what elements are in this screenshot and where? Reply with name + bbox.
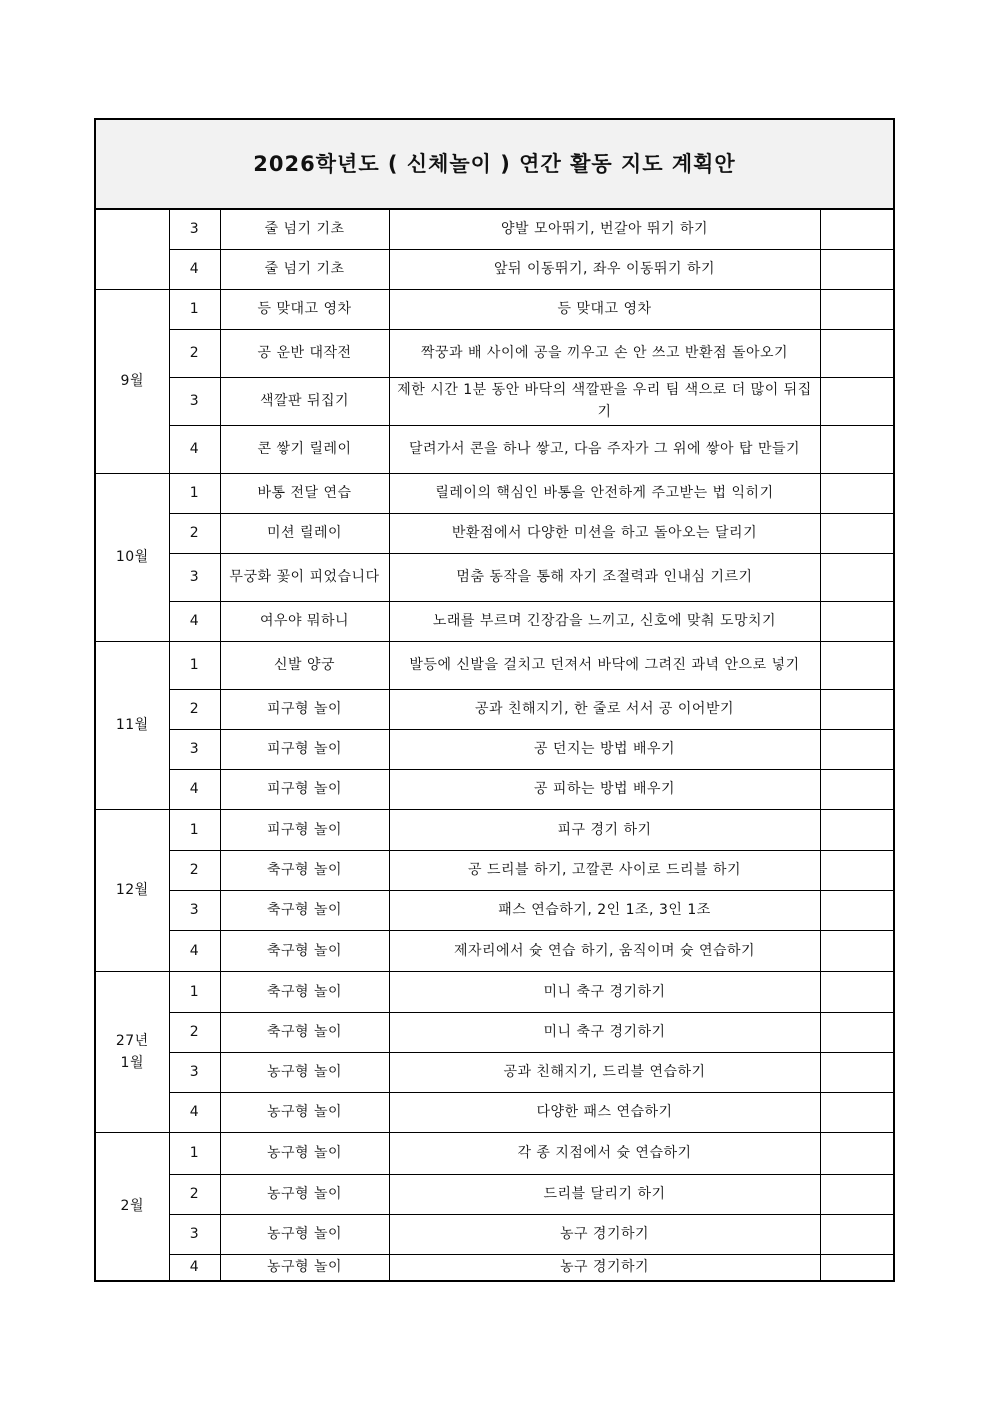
week-cell: 3 [169, 1214, 220, 1254]
note-cell [820, 513, 894, 553]
activity-name-cell: 피구형 놀이 [220, 769, 389, 809]
activity-name-cell: 축구형 놀이 [220, 930, 389, 971]
activity-description-cell: 드리블 달리기 하기 [389, 1174, 820, 1214]
note-cell [820, 209, 894, 249]
table-row [95, 1254, 894, 1281]
activity-name-cell: 축구형 놀이 [220, 850, 389, 890]
note-cell [820, 1052, 894, 1092]
table-row [95, 890, 894, 930]
week-cell: 4 [169, 601, 220, 641]
document-title: 2026학년도 ( 신체놀이 ) 연간 활동 지도 계획안 [95, 119, 894, 209]
activity-name-cell: 여우야 뭐하니 [220, 601, 389, 641]
note-cell [820, 930, 894, 971]
activity-description-cell: 농구 경기하기 [389, 1214, 820, 1254]
week-cell: 2 [169, 329, 220, 377]
activity-description-cell: 미니 축구 경기하기 [389, 971, 820, 1012]
note-cell [820, 1132, 894, 1174]
note-cell [820, 425, 894, 473]
table-row [95, 689, 894, 729]
activity-description-cell: 피구 경기 하기 [389, 809, 820, 850]
table-row [95, 249, 894, 289]
activity-name-cell: 축구형 놀이 [220, 971, 389, 1012]
note-cell [820, 249, 894, 289]
table-row [95, 769, 894, 809]
table-row [95, 553, 894, 601]
week-cell: 4 [169, 425, 220, 473]
week-cell: 4 [169, 249, 220, 289]
activity-description-cell: 공과 친해지기, 한 줄로 서서 공 이어받기 [389, 689, 820, 729]
activity-description-cell: 패스 연습하기, 2인 1조, 3인 1조 [389, 890, 820, 930]
activity-name-cell: 줄 넘기 기초 [220, 209, 389, 249]
table-row [95, 473, 894, 513]
activity-name-cell: 피구형 놀이 [220, 809, 389, 850]
note-cell [820, 601, 894, 641]
month-cell [95, 209, 169, 289]
month-label-line: 27년 [115, 1032, 149, 1049]
activity-name-cell: 신발 양궁 [220, 641, 389, 689]
activity-description-cell: 노래를 부르며 긴장감을 느끼고, 신호에 맞춰 도망치기 [389, 601, 820, 641]
activity-name-cell: 피구형 놀이 [220, 689, 389, 729]
table-row [95, 1092, 894, 1132]
activity-description-cell: 미니 축구 경기하기 [389, 1012, 820, 1052]
week-cell: 1 [169, 289, 220, 329]
activity-description-cell: 발등에 신발을 걸치고 던져서 바닥에 그려진 과녁 안으로 넣기 [389, 641, 820, 689]
month-cell: 2월 [95, 1132, 169, 1281]
note-cell [820, 1012, 894, 1052]
week-cell: 2 [169, 1174, 220, 1214]
note-cell [820, 289, 894, 329]
activity-description-cell: 다양한 패스 연습하기 [389, 1092, 820, 1132]
table-row [95, 1052, 894, 1092]
table-row [95, 329, 894, 377]
week-cell: 3 [169, 209, 220, 249]
table-row [95, 971, 894, 1012]
month-cell: 9월 [95, 289, 169, 473]
month-label-line: 1월 [120, 1054, 144, 1071]
activity-name-cell: 피구형 놀이 [220, 729, 389, 769]
activity-name-cell: 축구형 놀이 [220, 1012, 389, 1052]
activity-description-cell: 공 피하는 방법 배우기 [389, 769, 820, 809]
month-cell [95, 971, 169, 1132]
week-cell: 3 [169, 553, 220, 601]
activity-description-cell: 앞뒤 이동뛰기, 좌우 이동뛰기 하기 [389, 249, 820, 289]
week-cell: 3 [169, 1052, 220, 1092]
week-cell: 1 [169, 641, 220, 689]
note-cell [820, 1214, 894, 1254]
note-cell [820, 473, 894, 513]
activity-description-cell: 공 던지는 방법 배우기 [389, 729, 820, 769]
note-cell [820, 890, 894, 930]
week-cell: 3 [169, 890, 220, 930]
note-cell [820, 809, 894, 850]
note-cell [820, 729, 894, 769]
table-row [95, 377, 894, 425]
week-cell: 4 [169, 769, 220, 809]
document-page [94, 118, 893, 1282]
activity-description-cell: 공과 친해지기, 드리블 연습하기 [389, 1052, 820, 1092]
table-row [95, 289, 894, 329]
activity-name-cell: 농구형 놀이 [220, 1092, 389, 1132]
activity-name-cell: 농구형 놀이 [220, 1254, 389, 1281]
month-cell: 12월 [95, 809, 169, 971]
table-row [95, 641, 894, 689]
activity-description-cell: 농구 경기하기 [389, 1254, 820, 1281]
note-cell [820, 1092, 894, 1132]
week-cell: 3 [169, 377, 220, 425]
activity-description-cell: 제자리에서 슛 연습 하기, 움직이며 슛 연습하기 [389, 930, 820, 971]
week-cell: 1 [169, 971, 220, 1012]
table-row [95, 601, 894, 641]
month-cell: 11월 [95, 641, 169, 809]
activity-name-cell: 미션 릴레이 [220, 513, 389, 553]
activity-description-cell: 멈춤 동작을 통해 자기 조절력과 인내심 기르기 [389, 553, 820, 601]
activity-description-cell: 달려가서 콘을 하나 쌓고, 다음 주자가 그 위에 쌓아 탑 만들기 [389, 425, 820, 473]
activity-name-cell: 콘 쌓기 릴레이 [220, 425, 389, 473]
week-cell: 2 [169, 689, 220, 729]
activity-description-cell: 릴레이의 핵심인 바통을 안전하게 주고받는 법 익히기 [389, 473, 820, 513]
annual-plan-table [94, 118, 895, 1282]
table-row [95, 1214, 894, 1254]
table-row [95, 209, 894, 249]
activity-name-cell: 줄 넘기 기초 [220, 249, 389, 289]
note-cell [820, 641, 894, 689]
week-cell: 3 [169, 729, 220, 769]
table-row [95, 513, 894, 553]
week-cell: 2 [169, 850, 220, 890]
note-cell [820, 553, 894, 601]
week-cell: 2 [169, 1012, 220, 1052]
activity-description-cell: 등 맞대고 영차 [389, 289, 820, 329]
activity-description-cell: 반환점에서 다양한 미션을 하고 돌아오는 달리기 [389, 513, 820, 553]
activity-description-cell: 양발 모아뛰기, 번갈아 뛰기 하기 [389, 209, 820, 249]
table-row [95, 729, 894, 769]
activity-name-cell: 공 운반 대작전 [220, 329, 389, 377]
note-cell [820, 1254, 894, 1281]
table-row [95, 1012, 894, 1052]
activity-name-cell: 농구형 놀이 [220, 1174, 389, 1214]
week-cell: 4 [169, 1254, 220, 1281]
month-cell: 10월 [95, 473, 169, 641]
week-cell: 4 [169, 930, 220, 971]
activity-name-cell: 농구형 놀이 [220, 1132, 389, 1174]
activity-description-cell: 제한 시간 1분 동안 바닥의 색깔판을 우리 팀 색으로 더 많이 뒤집기 [389, 377, 820, 425]
note-cell [820, 850, 894, 890]
activity-name-cell: 색깔판 뒤집기 [220, 377, 389, 425]
note-cell [820, 769, 894, 809]
table-row [95, 1174, 894, 1214]
note-cell [820, 329, 894, 377]
activity-description-cell: 각 종 지점에서 슛 연습하기 [389, 1132, 820, 1174]
note-cell [820, 1174, 894, 1214]
table-row [95, 809, 894, 850]
table-row [95, 850, 894, 890]
table-row [95, 1132, 894, 1174]
note-cell [820, 971, 894, 1012]
week-cell: 4 [169, 1092, 220, 1132]
table-row [95, 930, 894, 971]
activity-name-cell: 농구형 놀이 [220, 1214, 389, 1254]
week-cell: 1 [169, 809, 220, 850]
week-cell: 1 [169, 1132, 220, 1174]
activity-name-cell: 등 맞대고 영차 [220, 289, 389, 329]
activity-name-cell: 농구형 놀이 [220, 1052, 389, 1092]
activity-name-cell: 축구형 놀이 [220, 890, 389, 930]
activity-description-cell: 공 드리블 하기, 고깔콘 사이로 드리블 하기 [389, 850, 820, 890]
activity-description-cell: 짝꿍과 배 사이에 공을 끼우고 손 안 쓰고 반환점 돌아오기 [389, 329, 820, 377]
note-cell [820, 689, 894, 729]
table-row [95, 425, 894, 473]
activity-name-cell: 무궁화 꽃이 피었습니다 [220, 553, 389, 601]
note-cell [820, 377, 894, 425]
week-cell: 2 [169, 513, 220, 553]
activity-name-cell: 바통 전달 연습 [220, 473, 389, 513]
week-cell: 1 [169, 473, 220, 513]
title-row [95, 119, 894, 209]
